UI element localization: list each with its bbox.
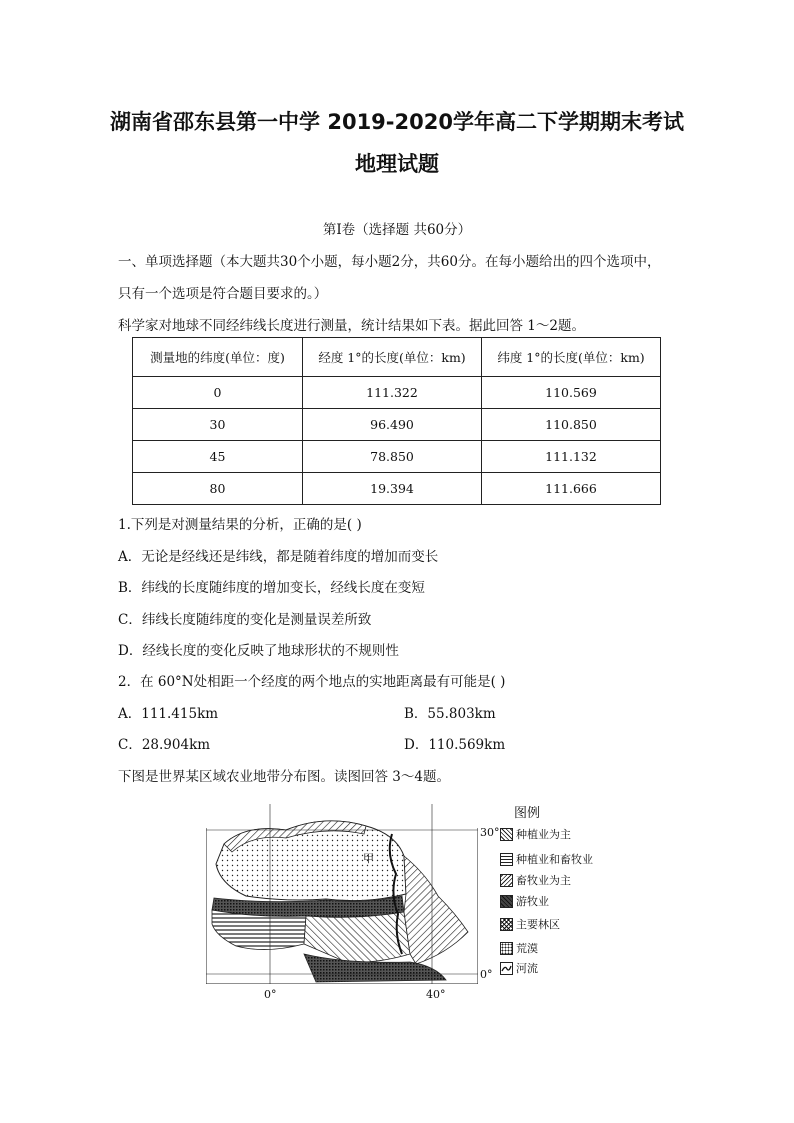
table-cell: 30 <box>133 409 303 441</box>
question-1-stem: 1.下列是对测量结果的分析，正确的是( ) <box>118 517 362 533</box>
legend-label: 荒漠 <box>516 942 538 955</box>
river-icon <box>500 962 513 975</box>
lon-label-0: 0° <box>264 988 277 1001</box>
table-header-cell: 经度 1°的长度(单位：km) <box>303 338 482 377</box>
table-row <box>133 409 661 441</box>
table-cell: 111.666 <box>482 473 661 505</box>
table-cell: 45 <box>133 441 303 473</box>
legend-label: 种植业为主 <box>516 828 571 841</box>
instructions-line-1: 一、单项选择题（本大题共30个小题，每小题2分，共60分。在每小题给出的四个选项中， <box>118 254 661 270</box>
table-row <box>133 377 661 409</box>
table-cell: 110.850 <box>482 409 661 441</box>
legend-label: 畜牧业为主 <box>516 874 571 887</box>
legend-label: 种植业和畜牧业 <box>516 853 593 866</box>
paper-subtitle: 地理试题 <box>355 152 439 176</box>
table-header-cell: 测量地的纬度(单位：度) <box>133 338 303 377</box>
table-cell: 96.490 <box>303 409 482 441</box>
table-cell: 80 <box>133 473 303 505</box>
map-intro: 下图是世界某区域农业地带分布图。读图回答 3～4题。 <box>118 769 450 785</box>
question-2-option-c: C．28.904km <box>118 737 211 753</box>
section-heading: 第Ⅰ卷（选择题 共60分） <box>322 222 472 238</box>
legend-item-desert <box>500 940 538 956</box>
table-header-row <box>133 338 661 377</box>
legend-label: 河流 <box>516 962 538 975</box>
table-cell: 19.394 <box>303 473 482 505</box>
place-label-jia: 甲 <box>363 852 374 865</box>
question-2-option-a: A．111.415km <box>118 706 219 722</box>
question-2-option-d: D．110.569km <box>404 737 506 753</box>
legend-item-forest <box>500 916 560 932</box>
dots-pattern-icon <box>500 942 513 955</box>
dark-pattern-icon <box>500 895 513 908</box>
legend-item-river <box>500 960 538 976</box>
legend-item-livestock <box>500 872 571 888</box>
legend-item-mixed <box>500 851 593 867</box>
legend-label: 游牧业 <box>516 895 549 908</box>
table-cell: 110.569 <box>482 377 661 409</box>
table-cell: 111.132 <box>482 441 661 473</box>
instructions-line-2: 只有一个选项是符合题目要求的。） <box>118 286 328 302</box>
hatch-pattern-icon <box>500 828 513 841</box>
table-row <box>133 441 661 473</box>
measurement-table <box>132 337 661 505</box>
legend-item-nomadic <box>500 893 549 909</box>
question-2-stem: 2．在 60°N处相距一个经度的两个地点的实地距离最有可能是( ) <box>118 674 506 690</box>
cross-pattern-icon <box>500 918 513 931</box>
table-cell: 78.850 <box>303 441 482 473</box>
question-2-option-b: B．55.803km <box>404 706 496 722</box>
table-cell: 0 <box>133 377 303 409</box>
back-hatch-pattern-icon <box>500 874 513 887</box>
table-intro: 科学家对地球不同经纬线长度进行测量，统计结果如下表。据此回答 1～2题。 <box>118 318 585 334</box>
legend-item-cropping <box>500 826 571 842</box>
legend-title: 图例 <box>514 806 541 821</box>
question-1-option-d: D．经线长度的变化反映了地球形状的不规则性 <box>118 643 399 659</box>
horizontal-pattern-icon <box>500 853 513 866</box>
question-1-option-c: C．纬线长度随纬度的变化是测量误差所致 <box>118 612 372 628</box>
lat-label-0: 0° <box>480 968 493 981</box>
table-row <box>133 473 661 505</box>
question-1-option-a: A．无论是经线还是纬线，都是随着纬度的增加而变长 <box>118 549 439 565</box>
legend-label: 主要林区 <box>516 918 560 931</box>
table-cell: 111.322 <box>303 377 482 409</box>
lon-label-40: 40° <box>426 988 446 1001</box>
africa-agriculture-map <box>206 804 478 984</box>
paper-title: 湖南省邵东县第一中学 2019-2020学年高二下学期期末考试 <box>110 110 684 134</box>
question-1-option-b: B．纬线的长度随纬度的增加变长，经线长度在变短 <box>118 580 425 596</box>
lat-label-30: 30° <box>480 826 500 839</box>
table-header-cell: 纬度 1°的长度(单位：km) <box>482 338 661 377</box>
